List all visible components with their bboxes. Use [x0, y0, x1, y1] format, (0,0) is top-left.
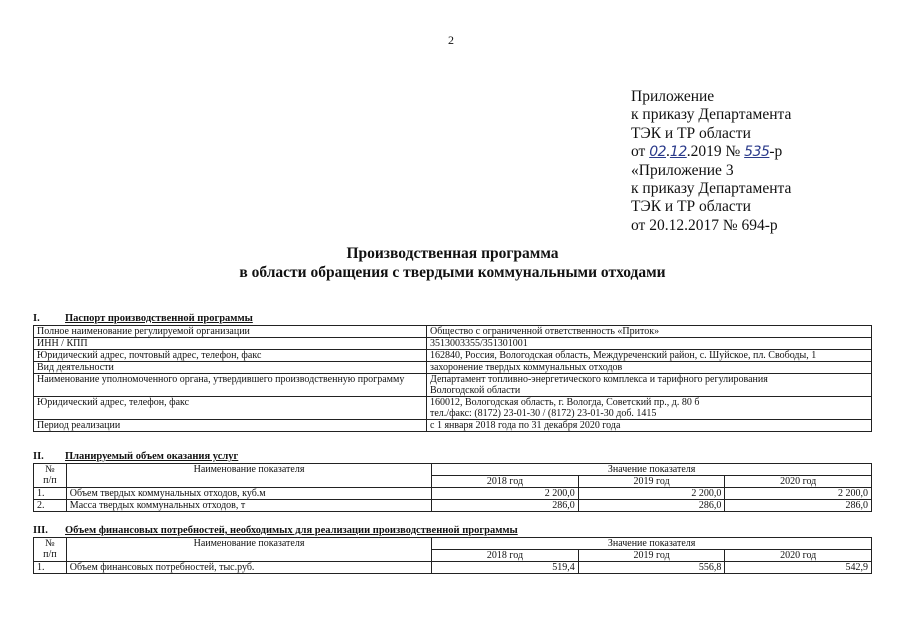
section-2-heading [33, 451, 238, 462]
section-title: Планируемый объем оказания услуг [65, 451, 239, 462]
row-value: с 1 января 2018 года по 31 декабря 2020 года [427, 420, 872, 432]
col-number-header: № п/п [34, 464, 67, 488]
table-row [34, 338, 872, 350]
handwritten-day: 02 [649, 144, 667, 161]
appendix-line: к приказу Департамента [631, 106, 792, 124]
table-row [34, 374, 872, 397]
year-header: 2020 год [725, 476, 872, 488]
col-value-header: Значение показателя [432, 464, 872, 476]
appendix-line: к приказу Департамента [631, 180, 792, 198]
row-label: Вид деятельности [34, 362, 427, 374]
year-header: 2019 год [578, 476, 725, 488]
section-1-heading [33, 313, 253, 324]
table-row [34, 397, 872, 420]
appendix-block [631, 88, 791, 235]
table-row [34, 326, 872, 338]
row-name: Объем твердых коммунальных отходов, куб.м [66, 488, 431, 500]
row-value: 2 200,0 [432, 488, 579, 500]
row-value: Общество с ограниченной ответственность «Приток» [427, 326, 872, 338]
table-row [34, 420, 872, 432]
col-name-header: Наименование показателя [66, 538, 431, 562]
section-3-heading [33, 525, 518, 536]
page-number: 2 [448, 33, 454, 47]
header-row [34, 464, 872, 476]
title-line-2: в области обращения с твердыми коммунальными отходами [239, 264, 666, 281]
section-number: II. [33, 451, 44, 462]
row-label: Юридический адрес, почтовый адрес, телефон, факс [34, 350, 427, 362]
section-title: Объем финансовых потребностей, необходимых для реализации производственной программы [65, 525, 518, 536]
table-row [34, 500, 872, 512]
row-value: 286,0 [432, 500, 579, 512]
row-number: 1. [34, 488, 67, 500]
row-label: Период реализации [34, 420, 427, 432]
row-number: 2. [34, 500, 67, 512]
row-value: 286,0 [725, 500, 872, 512]
row-value: 162840, Россия, Вологодская область, Междуреченский район, с. Шуйское, пл. Свободы, 1 [427, 350, 872, 362]
order-prefix: от [631, 143, 646, 161]
table-row [34, 488, 872, 500]
title-line-1: Производственная программа [346, 245, 559, 262]
year-header: 2018 год [432, 476, 579, 488]
finance-table [33, 537, 872, 574]
section-number: I. [33, 313, 40, 324]
row-label: Наименование уполномоченного органа, утвердившего производственную программу [34, 374, 427, 397]
row-value: 160012, Вологодская область, г. Вологда, Советский пр., д. 80 б тел./факс: (8172) 23-01-30 / (8172) 23-01-30 доб. 1415 [427, 397, 872, 420]
row-label: Полное наименование регулируемой организации [34, 326, 427, 338]
section-title: Паспорт производственной программы [65, 313, 253, 324]
order-year: .2019 № [686, 143, 741, 161]
appendix-line: ТЭК и ТР области [631, 124, 751, 142]
col-name-header: Наименование показателя [66, 464, 431, 488]
appendix-order-line: от 02.12.2019 № 535-р [631, 143, 783, 161]
year-header: 2018 год [432, 550, 579, 562]
table-row [34, 562, 872, 574]
handwritten-number: 535 [744, 144, 770, 161]
order-suffix: -р [769, 143, 783, 161]
year-header: 2019 год [578, 550, 725, 562]
col-number-header: № п/п [34, 538, 67, 562]
row-value: захоронение твердых коммунальных отходов [427, 362, 872, 374]
appendix-line: Приложение [631, 88, 715, 105]
row-label: ИНН / КПП [34, 338, 427, 350]
appendix-line: от 20.12.2017 № 694-р [631, 216, 778, 234]
year-header: 2020 год [725, 550, 872, 562]
row-name: Объем финансовых потребностей, тыс.руб. [66, 562, 431, 574]
handwritten-month: 12 [669, 144, 687, 161]
row-number: 1. [34, 562, 67, 574]
row-label: Юридический адрес, телефон, факс [34, 397, 427, 420]
row-value: 286,0 [578, 500, 725, 512]
document-title [0, 244, 905, 282]
passport-table [33, 325, 872, 432]
appendix-line: «Приложение 3 [631, 161, 734, 179]
col-value-header: Значение показателя [432, 538, 872, 550]
row-value: 542,9 [725, 562, 872, 574]
row-value: 2 200,0 [725, 488, 872, 500]
table-row [34, 362, 872, 374]
row-name: Масса твердых коммунальных отходов, т [66, 500, 431, 512]
row-value: Департамент топливно-энергетического комплекса и тарифного регулирования Вологодской области [427, 374, 872, 397]
row-value: 519,4 [432, 562, 579, 574]
row-value: 3513003355/351301001 [427, 338, 872, 350]
section-number: III. [33, 525, 48, 536]
table-row [34, 350, 872, 362]
row-value: 2 200,0 [578, 488, 725, 500]
row-value: 556,8 [578, 562, 725, 574]
volume-table [33, 463, 872, 512]
header-row [34, 538, 872, 550]
appendix-line: ТЭК и ТР области [631, 198, 751, 216]
